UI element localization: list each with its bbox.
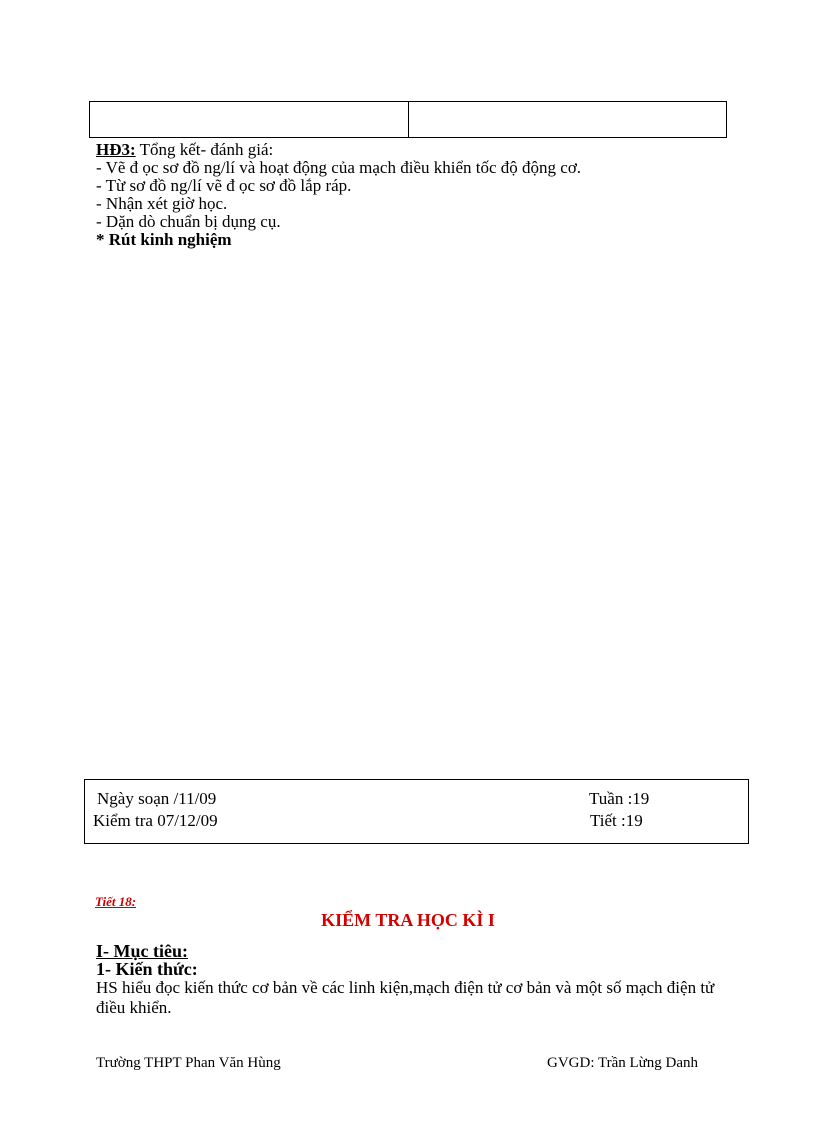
hd3-heading: [96, 141, 581, 159]
period-number: Tiết :19: [590, 811, 643, 830]
hd3-item: - Từ sơ đồ ng/lí vẽ đ ọc sơ đồ lắp ráp.: [96, 176, 352, 195]
hd3-title: Tổng kết- đánh giá:: [135, 140, 274, 159]
footer-teacher: GVGD: Trần Lừng Danh: [547, 1055, 699, 1071]
top-table: [89, 101, 727, 138]
hd3-item: - Nhận xét giờ học.: [96, 194, 228, 213]
experience-heading: * Rút kinh nghiệm: [96, 230, 232, 249]
objectives-heading: I- Mục tiêu:: [96, 941, 188, 961]
hd3-item: - Dặn dò chuẩn bị dụng cụ.: [96, 212, 281, 231]
table-cell-left: [90, 102, 409, 137]
exam-date: Kiểm tra 07/12/09: [93, 811, 218, 830]
lesson-info-box: [84, 779, 749, 844]
knowledge-heading: 1- Kiến thức:: [96, 959, 198, 979]
hd3-section: [96, 141, 581, 249]
hd3-label: HĐ3:: [96, 140, 136, 159]
page-title: KIỂM TRA HỌC KÌ I: [321, 910, 495, 930]
hd3-item: - Vẽ đ ọc sơ đồ ng/lí và hoạt động của mạch điều khiển tốc độ động cơ.: [96, 158, 582, 177]
week-number: Tuần :19: [589, 789, 650, 808]
footer-school: Trường THPT Phan Văn Hùng: [96, 1055, 281, 1071]
prepared-date: Ngày soạn /11/09: [97, 789, 217, 808]
objectives-section: [96, 942, 198, 978]
lesson-label: Tiết 18:: [95, 894, 137, 909]
table-cell-right: [409, 102, 727, 137]
knowledge-text: HS hiểu đọc kiến thức cơ bản về các linh kiện,mạch điện tử cơ bản và một số mạch điện tử điều khiển.: [96, 978, 715, 1017]
